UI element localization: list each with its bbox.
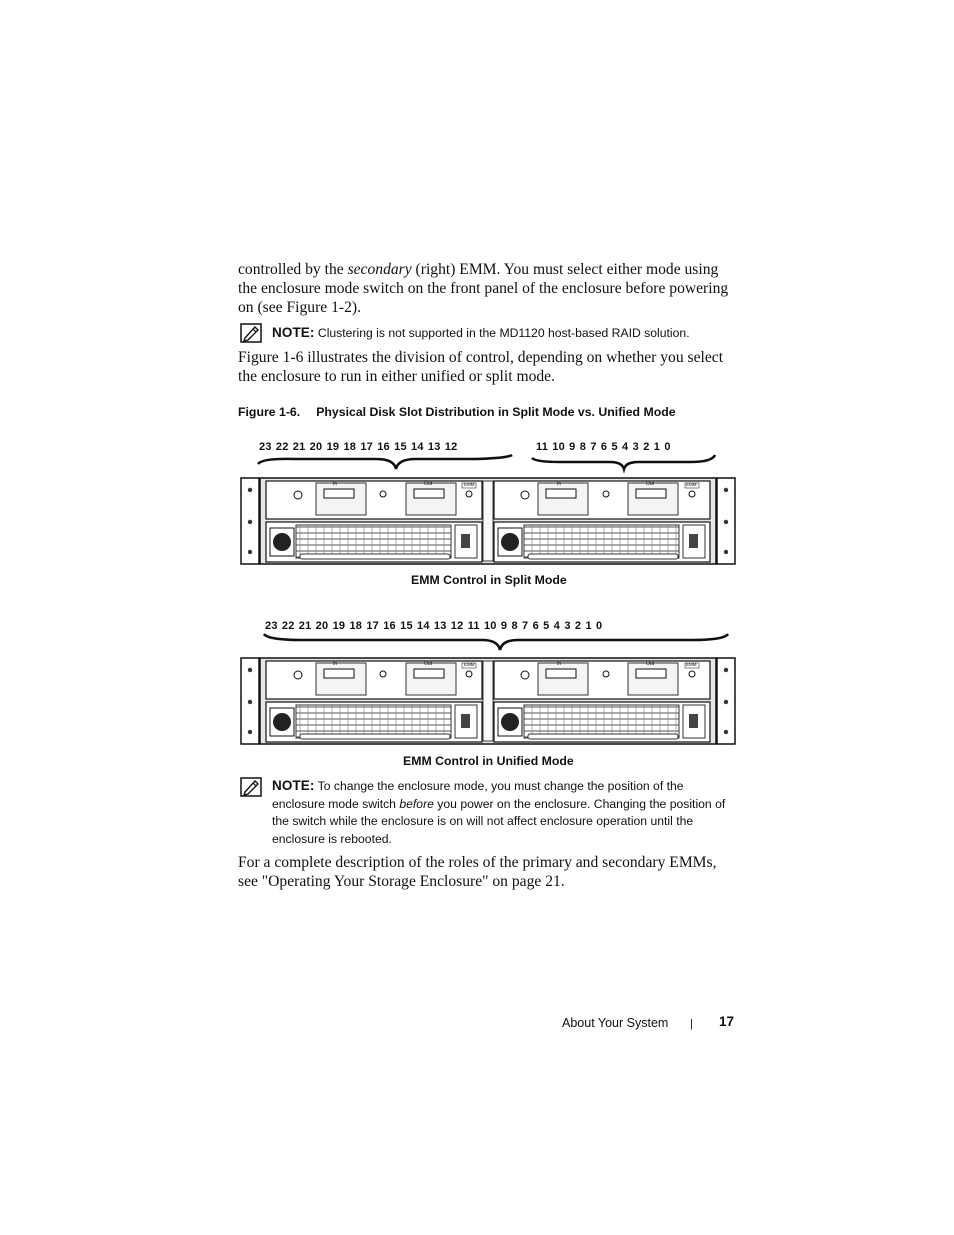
unified-left-emm-label: EMM — [464, 662, 475, 667]
footer-separator: | — [690, 1018, 693, 1030]
split-right-out-label: Out — [646, 481, 655, 487]
page-number: 17 — [719, 1014, 735, 1029]
unified-left-in-label: In — [333, 661, 338, 667]
unified-mode-enclosure-diagram — [240, 656, 736, 746]
split-left-out-label: Out — [424, 481, 433, 487]
figure-caption: Figure 1-6. Physical Disk Slot Distribution in Split Mode vs. Unified Mode — [238, 405, 676, 419]
footer-section-title: About Your System — [562, 1016, 669, 1030]
split-right-emm-label: EMM — [686, 482, 697, 487]
unified-brace — [262, 632, 732, 654]
unified-right-out-label: Out — [646, 661, 655, 667]
unified-right-in-label: In — [557, 661, 562, 667]
split-mode-caption: EMM Control in Split Mode — [411, 573, 567, 587]
split-left-in-label: In — [333, 481, 338, 487]
pencil-note-icon — [240, 323, 262, 343]
split-right-in-label: In — [557, 481, 562, 487]
split-left-emm-label: EMM — [464, 482, 475, 487]
unified-right-emm-label: EMM — [686, 662, 697, 667]
closing-paragraph: For a complete description of the roles of the primary and secondary EMMs, see "Operating Your Storage Enclosure" on page 21. — [238, 854, 717, 890]
intro-paragraph: controlled by the secondary (right) EMM. You must select either mode using the enclosure mode switch on the front panel of the enclosure before powering on (see Figure 1-2). — [238, 261, 729, 316]
split-right-slot-numbers: 11 10 9 8 7 6 5 4 3 2 1 0 — [536, 441, 671, 453]
split-right-brace — [530, 454, 720, 474]
unified-mode-caption: EMM Control in Unified Mode — [403, 754, 574, 768]
split-mode-enclosure-diagram — [240, 476, 736, 566]
note-label: NOTE: — [272, 325, 315, 340]
unified-left-out-label: Out — [424, 661, 433, 667]
pencil-note-icon — [240, 777, 262, 797]
split-left-slot-numbers: 23 22 21 20 19 18 17 16 15 14 13 12 — [259, 441, 458, 453]
note-label: NOTE: — [272, 778, 315, 793]
figure-intro-paragraph: Figure 1-6 illustrates the division of control, depending on whether you select the enclosure to run in either unified or split mode. — [238, 349, 724, 385]
split-left-brace — [256, 454, 516, 474]
unified-slot-numbers: 23 22 21 20 19 18 17 16 15 14 13 12 11 10 9 8 7 6 5 4 3 2 1 0 — [265, 620, 603, 632]
